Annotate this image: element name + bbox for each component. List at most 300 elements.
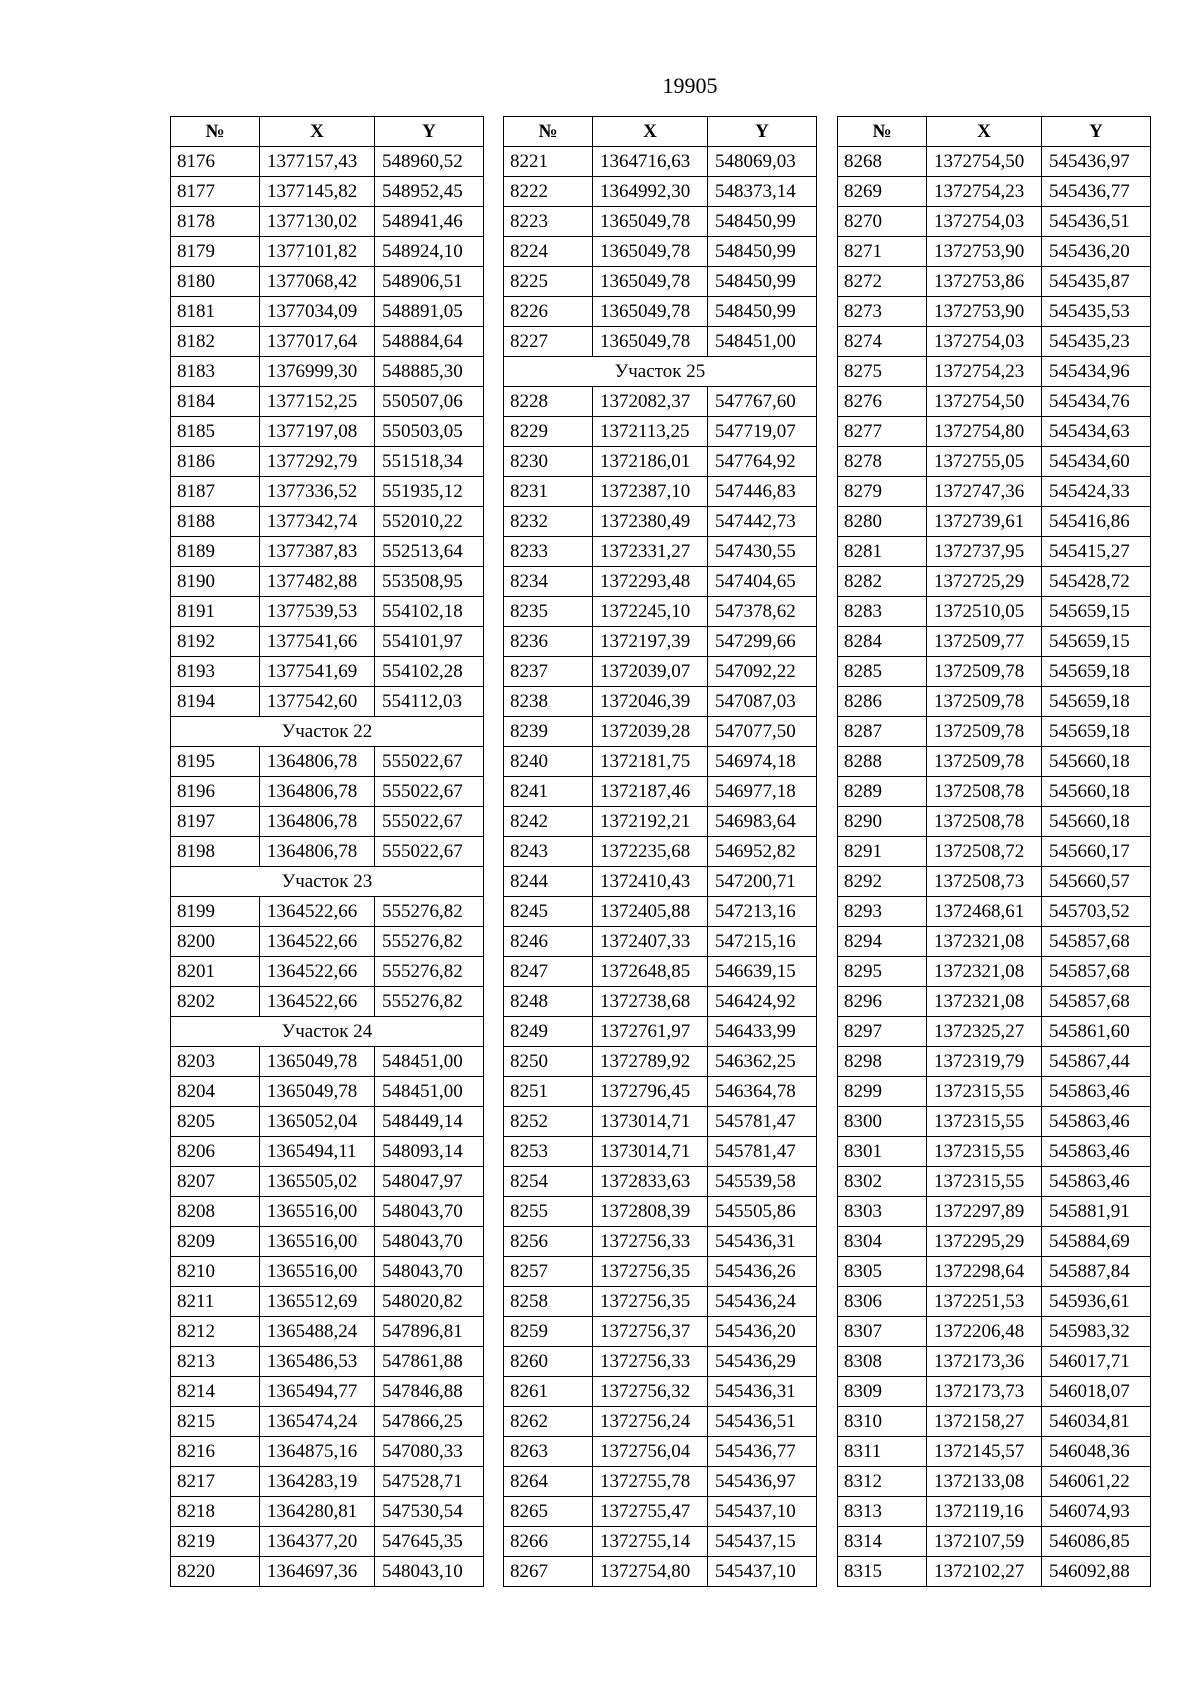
table-row	[504, 507, 817, 537]
y-coordinate-cell: 545863,46	[1042, 1077, 1151, 1106]
header-y: Y	[1042, 117, 1151, 146]
y-coordinate-cell: 545434,76	[1042, 387, 1151, 416]
point-number-cell: 8242	[504, 807, 593, 836]
point-number-cell: 8188	[171, 507, 260, 536]
y-coordinate-cell: 545415,27	[1042, 537, 1151, 566]
y-coordinate-cell: 545659,18	[1042, 657, 1151, 686]
table-row	[504, 1227, 817, 1257]
table-row	[838, 927, 1151, 957]
table-row	[171, 477, 484, 507]
header-y: Y	[708, 117, 817, 146]
y-coordinate-cell: 546364,78	[708, 1077, 817, 1106]
point-number-cell: 8263	[504, 1437, 593, 1466]
point-number-cell: 8227	[504, 327, 593, 356]
y-coordinate-cell: 555276,82	[375, 927, 484, 956]
y-coordinate-cell: 545434,60	[1042, 447, 1151, 476]
x-coordinate-cell: 1364806,78	[260, 807, 375, 836]
x-coordinate-cell: 1364806,78	[260, 837, 375, 866]
table-row	[171, 1167, 484, 1197]
point-number-cell: 8183	[171, 357, 260, 386]
y-coordinate-cell: 550507,06	[375, 387, 484, 416]
table-row	[504, 1497, 817, 1527]
x-coordinate-cell: 1377342,74	[260, 507, 375, 536]
table-row	[838, 1377, 1151, 1407]
x-coordinate-cell: 1365474,24	[260, 1407, 375, 1436]
point-number-cell: 8232	[504, 507, 593, 536]
point-number-cell: 8250	[504, 1047, 593, 1076]
point-number-cell: 8255	[504, 1197, 593, 1226]
y-coordinate-cell: 545437,15	[708, 1527, 817, 1556]
x-coordinate-cell: 1372187,46	[593, 777, 708, 806]
table-row	[504, 297, 817, 327]
table-row	[838, 1077, 1151, 1107]
table-row	[171, 507, 484, 537]
point-number-cell: 8234	[504, 567, 593, 596]
y-coordinate-cell: 546074,93	[1042, 1497, 1151, 1526]
header-number: №	[171, 117, 260, 146]
table-row	[838, 1167, 1151, 1197]
point-number-cell: 8244	[504, 867, 593, 896]
y-coordinate-cell: 545781,47	[708, 1137, 817, 1166]
table-row	[504, 147, 817, 177]
table-row	[504, 597, 817, 627]
x-coordinate-cell: 1372235,68	[593, 837, 708, 866]
x-coordinate-cell: 1373014,71	[593, 1137, 708, 1166]
x-coordinate-cell: 1364377,20	[260, 1527, 375, 1556]
point-number-cell: 8267	[504, 1557, 593, 1586]
y-coordinate-cell: 548941,46	[375, 207, 484, 236]
section-title: Участок 24	[171, 1017, 484, 1046]
table-row	[171, 1407, 484, 1437]
table-row	[171, 1257, 484, 1287]
x-coordinate-cell: 1372756,35	[593, 1287, 708, 1316]
table-row	[838, 987, 1151, 1017]
table-row	[838, 327, 1151, 357]
x-coordinate-cell: 1365488,24	[260, 1317, 375, 1346]
y-coordinate-cell: 545437,10	[708, 1557, 817, 1586]
point-number-cell: 8300	[838, 1107, 927, 1136]
y-coordinate-cell: 547430,55	[708, 537, 817, 566]
y-coordinate-cell: 547404,65	[708, 567, 817, 596]
table-row	[171, 987, 484, 1017]
x-coordinate-cell: 1372509,78	[927, 747, 1042, 776]
point-number-cell: 8308	[838, 1347, 927, 1376]
point-number-cell: 8194	[171, 687, 260, 716]
point-number-cell: 8259	[504, 1317, 593, 1346]
table-row	[171, 1227, 484, 1257]
y-coordinate-cell: 545436,51	[708, 1407, 817, 1436]
y-coordinate-cell: 545857,68	[1042, 987, 1151, 1016]
table-row	[171, 177, 484, 207]
table-row	[838, 357, 1151, 387]
point-number-cell: 8241	[504, 777, 593, 806]
y-coordinate-cell: 545436,97	[1042, 147, 1151, 176]
table-row	[838, 1467, 1151, 1497]
point-number-cell: 8298	[838, 1047, 927, 1076]
x-coordinate-cell: 1372298,64	[927, 1257, 1042, 1286]
table-row	[171, 747, 484, 777]
table-row	[171, 927, 484, 957]
header-number: №	[838, 117, 927, 146]
y-coordinate-cell: 552513,64	[375, 537, 484, 566]
x-coordinate-cell: 1372158,27	[927, 1407, 1042, 1436]
x-coordinate-cell: 1377482,88	[260, 567, 375, 596]
y-coordinate-cell: 547719,07	[708, 417, 817, 446]
table-row	[504, 387, 817, 417]
y-coordinate-cell: 548891,05	[375, 297, 484, 326]
table-row	[838, 957, 1151, 987]
x-coordinate-cell: 1372509,78	[927, 717, 1042, 746]
point-number-cell: 8282	[838, 567, 927, 596]
point-number-cell: 8217	[171, 1467, 260, 1496]
point-number-cell: 8233	[504, 537, 593, 566]
y-coordinate-cell: 545436,20	[708, 1317, 817, 1346]
point-number-cell: 8306	[838, 1287, 927, 1316]
y-coordinate-cell: 555022,67	[375, 747, 484, 776]
y-coordinate-cell: 546061,22	[1042, 1467, 1151, 1496]
x-coordinate-cell: 1372387,10	[593, 477, 708, 506]
point-number-cell: 8256	[504, 1227, 593, 1256]
table-row	[171, 147, 484, 177]
table-row	[504, 1077, 817, 1107]
y-coordinate-cell: 548884,64	[375, 327, 484, 356]
table-row	[171, 1377, 484, 1407]
x-coordinate-cell: 1372754,80	[927, 417, 1042, 446]
y-coordinate-cell: 555022,67	[375, 837, 484, 866]
y-coordinate-cell: 548449,14	[375, 1107, 484, 1136]
table-row	[838, 297, 1151, 327]
table-row	[171, 1197, 484, 1227]
point-number-cell: 8292	[838, 867, 927, 896]
table-row	[504, 1557, 817, 1587]
y-coordinate-cell: 548451,00	[375, 1077, 484, 1106]
page-number: 19905	[662, 73, 718, 98]
point-number-cell: 8246	[504, 927, 593, 956]
point-number-cell: 8274	[838, 327, 927, 356]
table-row	[838, 597, 1151, 627]
point-number-cell: 8197	[171, 807, 260, 836]
point-number-cell: 8257	[504, 1257, 593, 1286]
x-coordinate-cell: 1372754,03	[927, 207, 1042, 236]
point-number-cell: 8291	[838, 837, 927, 866]
x-coordinate-cell: 1377541,66	[260, 627, 375, 656]
y-coordinate-cell: 547530,54	[375, 1497, 484, 1526]
table-row	[504, 897, 817, 927]
y-coordinate-cell: 545867,44	[1042, 1047, 1151, 1076]
point-number-cell: 8304	[838, 1227, 927, 1256]
x-coordinate-cell: 1372192,21	[593, 807, 708, 836]
point-number-cell: 8254	[504, 1167, 593, 1196]
point-number-cell: 8299	[838, 1077, 927, 1106]
y-coordinate-cell: 551935,12	[375, 477, 484, 506]
table-row	[171, 267, 484, 297]
table-row	[504, 987, 817, 1017]
table-row	[838, 567, 1151, 597]
point-number-cell: 8238	[504, 687, 593, 716]
point-number-cell: 8193	[171, 657, 260, 686]
point-number-cell: 8216	[171, 1437, 260, 1466]
y-coordinate-cell: 545505,86	[708, 1197, 817, 1226]
x-coordinate-cell: 1372145,57	[927, 1437, 1042, 1466]
y-coordinate-cell: 545659,18	[1042, 717, 1151, 746]
table-row	[171, 807, 484, 837]
y-coordinate-cell: 547200,71	[708, 867, 817, 896]
x-coordinate-cell: 1377034,09	[260, 297, 375, 326]
x-coordinate-cell: 1372754,03	[927, 327, 1042, 356]
x-coordinate-cell: 1372315,55	[927, 1167, 1042, 1196]
x-coordinate-cell: 1372508,72	[927, 837, 1042, 866]
point-number-cell: 8271	[838, 237, 927, 266]
point-number-cell: 8195	[171, 747, 260, 776]
point-number-cell: 8310	[838, 1407, 927, 1436]
x-coordinate-cell: 1372754,23	[927, 357, 1042, 386]
table-row	[171, 1287, 484, 1317]
point-number-cell: 8215	[171, 1407, 260, 1436]
y-coordinate-cell: 548450,99	[708, 237, 817, 266]
y-coordinate-cell: 555022,67	[375, 777, 484, 806]
x-coordinate-cell: 1372321,08	[927, 987, 1042, 1016]
x-coordinate-cell: 1365049,78	[593, 237, 708, 266]
x-coordinate-cell: 1372747,36	[927, 477, 1042, 506]
table-row	[504, 1257, 817, 1287]
table-row	[171, 297, 484, 327]
x-coordinate-cell: 1377197,08	[260, 417, 375, 446]
y-coordinate-cell: 545436,31	[708, 1377, 817, 1406]
point-number-cell: 8251	[504, 1077, 593, 1106]
y-coordinate-cell: 548924,10	[375, 237, 484, 266]
point-number-cell: 8200	[171, 927, 260, 956]
x-coordinate-cell: 1364992,30	[593, 177, 708, 206]
point-number-cell: 8264	[504, 1467, 593, 1496]
point-number-cell: 8228	[504, 387, 593, 416]
table-row	[171, 777, 484, 807]
table-row	[838, 1437, 1151, 1467]
y-coordinate-cell: 545660,18	[1042, 747, 1151, 776]
section-row	[171, 867, 484, 897]
x-coordinate-cell: 1372297,89	[927, 1197, 1042, 1226]
table-row	[838, 1227, 1151, 1257]
table-row	[838, 477, 1151, 507]
point-number-cell: 8225	[504, 267, 593, 296]
header-x: X	[260, 117, 375, 146]
y-coordinate-cell: 546433,99	[708, 1017, 817, 1046]
y-coordinate-cell: 548450,99	[708, 207, 817, 236]
y-coordinate-cell: 554102,28	[375, 657, 484, 686]
y-coordinate-cell: 545436,29	[708, 1347, 817, 1376]
point-number-cell: 8212	[171, 1317, 260, 1346]
table-row	[838, 507, 1151, 537]
y-coordinate-cell: 547077,50	[708, 717, 817, 746]
y-coordinate-cell: 545436,77	[708, 1437, 817, 1466]
y-coordinate-cell: 546034,81	[1042, 1407, 1151, 1436]
point-number-cell: 8182	[171, 327, 260, 356]
table-row	[838, 1137, 1151, 1167]
table-row	[838, 1017, 1151, 1047]
x-coordinate-cell: 1365505,02	[260, 1167, 375, 1196]
point-number-cell: 8180	[171, 267, 260, 296]
table-row	[838, 1407, 1151, 1437]
point-number-cell: 8269	[838, 177, 927, 206]
table-row	[504, 1017, 817, 1047]
y-coordinate-cell: 545781,47	[708, 1107, 817, 1136]
section-row	[504, 357, 817, 387]
point-number-cell: 8202	[171, 987, 260, 1016]
table-row	[171, 1077, 484, 1107]
x-coordinate-cell: 1372756,33	[593, 1227, 708, 1256]
table-row	[838, 687, 1151, 717]
x-coordinate-cell: 1372407,33	[593, 927, 708, 956]
header-y: Y	[375, 117, 484, 146]
point-number-cell: 8181	[171, 297, 260, 326]
x-coordinate-cell: 1364697,36	[260, 1557, 375, 1586]
y-coordinate-cell: 547442,73	[708, 507, 817, 536]
y-coordinate-cell: 547896,81	[375, 1317, 484, 1346]
coordinate-table	[837, 116, 1151, 1587]
y-coordinate-cell: 545434,63	[1042, 417, 1151, 446]
point-number-cell: 8191	[171, 597, 260, 626]
x-coordinate-cell: 1372753,90	[927, 237, 1042, 266]
point-number-cell: 8177	[171, 177, 260, 206]
point-number-cell: 8185	[171, 417, 260, 446]
point-number-cell: 8176	[171, 147, 260, 176]
y-coordinate-cell: 547087,03	[708, 687, 817, 716]
coordinate-table	[170, 116, 484, 1587]
y-coordinate-cell: 545936,61	[1042, 1287, 1151, 1316]
table-row	[504, 717, 817, 747]
table-row	[504, 1047, 817, 1077]
y-coordinate-cell: 553508,95	[375, 567, 484, 596]
y-coordinate-cell: 546362,25	[708, 1047, 817, 1076]
table-row	[838, 387, 1151, 417]
table-row	[838, 267, 1151, 297]
table-row	[504, 927, 817, 957]
point-number-cell: 8268	[838, 147, 927, 176]
y-coordinate-cell: 545857,68	[1042, 957, 1151, 986]
x-coordinate-cell: 1372755,47	[593, 1497, 708, 1526]
x-coordinate-cell: 1372509,77	[927, 627, 1042, 656]
x-coordinate-cell: 1373014,71	[593, 1107, 708, 1136]
y-coordinate-cell: 545887,84	[1042, 1257, 1151, 1286]
y-coordinate-cell: 555022,67	[375, 807, 484, 836]
x-coordinate-cell: 1372181,75	[593, 747, 708, 776]
x-coordinate-cell: 1372509,78	[927, 687, 1042, 716]
point-number-cell: 8295	[838, 957, 927, 986]
table-row	[504, 777, 817, 807]
table-row	[171, 897, 484, 927]
x-coordinate-cell: 1376999,30	[260, 357, 375, 386]
point-number-cell: 8283	[838, 597, 927, 626]
y-coordinate-cell: 548043,70	[375, 1257, 484, 1286]
point-number-cell: 8239	[504, 717, 593, 746]
x-coordinate-cell: 1377336,52	[260, 477, 375, 506]
point-number-cell: 8287	[838, 717, 927, 746]
coordinate-table	[503, 116, 817, 1587]
y-coordinate-cell: 545857,68	[1042, 927, 1151, 956]
y-coordinate-cell: 545436,26	[708, 1257, 817, 1286]
table-row	[838, 717, 1151, 747]
point-number-cell: 8247	[504, 957, 593, 986]
y-coordinate-cell: 546424,92	[708, 987, 817, 1016]
x-coordinate-cell: 1372325,27	[927, 1017, 1042, 1046]
table-row	[504, 537, 817, 567]
point-number-cell: 8210	[171, 1257, 260, 1286]
table-row	[838, 1557, 1151, 1587]
x-coordinate-cell: 1365516,00	[260, 1197, 375, 1226]
x-coordinate-cell: 1372756,33	[593, 1347, 708, 1376]
y-coordinate-cell: 548952,45	[375, 177, 484, 206]
table-row	[171, 237, 484, 267]
y-coordinate-cell: 547767,60	[708, 387, 817, 416]
point-number-cell: 8280	[838, 507, 927, 536]
y-coordinate-cell: 545863,46	[1042, 1167, 1151, 1196]
point-number-cell: 8205	[171, 1107, 260, 1136]
table-header-row	[838, 117, 1151, 147]
y-coordinate-cell: 545436,20	[1042, 237, 1151, 266]
y-coordinate-cell: 545659,15	[1042, 597, 1151, 626]
point-number-cell: 8281	[838, 537, 927, 566]
x-coordinate-cell: 1372206,48	[927, 1317, 1042, 1346]
section-title: Участок 25	[504, 357, 817, 386]
point-number-cell: 8297	[838, 1017, 927, 1046]
point-number-cell: 8276	[838, 387, 927, 416]
point-number-cell: 8258	[504, 1287, 593, 1316]
table-row	[838, 537, 1151, 567]
section-row	[171, 1017, 484, 1047]
y-coordinate-cell: 546017,71	[1042, 1347, 1151, 1376]
x-coordinate-cell: 1377541,69	[260, 657, 375, 686]
x-coordinate-cell: 1372186,01	[593, 447, 708, 476]
x-coordinate-cell: 1372315,55	[927, 1077, 1042, 1106]
x-coordinate-cell: 1372796,45	[593, 1077, 708, 1106]
table-row	[838, 1497, 1151, 1527]
y-coordinate-cell: 547846,88	[375, 1377, 484, 1406]
point-number-cell: 8313	[838, 1497, 927, 1526]
x-coordinate-cell: 1372508,78	[927, 807, 1042, 836]
table-row	[838, 897, 1151, 927]
x-coordinate-cell: 1365486,53	[260, 1347, 375, 1376]
point-number-cell: 8293	[838, 897, 927, 926]
y-coordinate-cell: 545660,57	[1042, 867, 1151, 896]
point-number-cell: 8184	[171, 387, 260, 416]
x-coordinate-cell: 1372321,08	[927, 957, 1042, 986]
x-coordinate-cell: 1372756,37	[593, 1317, 708, 1346]
x-coordinate-cell: 1372510,05	[927, 597, 1042, 626]
y-coordinate-cell: 546952,82	[708, 837, 817, 866]
point-number-cell: 8214	[171, 1377, 260, 1406]
table-row	[504, 747, 817, 777]
point-number-cell: 8206	[171, 1137, 260, 1166]
y-coordinate-cell: 545434,96	[1042, 357, 1151, 386]
table-row	[838, 1287, 1151, 1317]
point-number-cell: 8230	[504, 447, 593, 476]
x-coordinate-cell: 1372295,29	[927, 1227, 1042, 1256]
x-coordinate-cell: 1372315,55	[927, 1107, 1042, 1136]
point-number-cell: 8209	[171, 1227, 260, 1256]
x-coordinate-cell: 1372410,43	[593, 867, 708, 896]
x-coordinate-cell: 1372753,90	[927, 297, 1042, 326]
x-coordinate-cell: 1372808,39	[593, 1197, 708, 1226]
y-coordinate-cell: 545436,97	[708, 1467, 817, 1496]
table-row	[504, 687, 817, 717]
table-row	[838, 1527, 1151, 1557]
point-number-cell: 8289	[838, 777, 927, 806]
y-coordinate-cell: 546048,36	[1042, 1437, 1151, 1466]
y-coordinate-cell: 546086,85	[1042, 1527, 1151, 1556]
point-number-cell: 8302	[838, 1167, 927, 1196]
point-number-cell: 8279	[838, 477, 927, 506]
point-number-cell: 8211	[171, 1287, 260, 1316]
y-coordinate-cell: 545660,18	[1042, 807, 1151, 836]
